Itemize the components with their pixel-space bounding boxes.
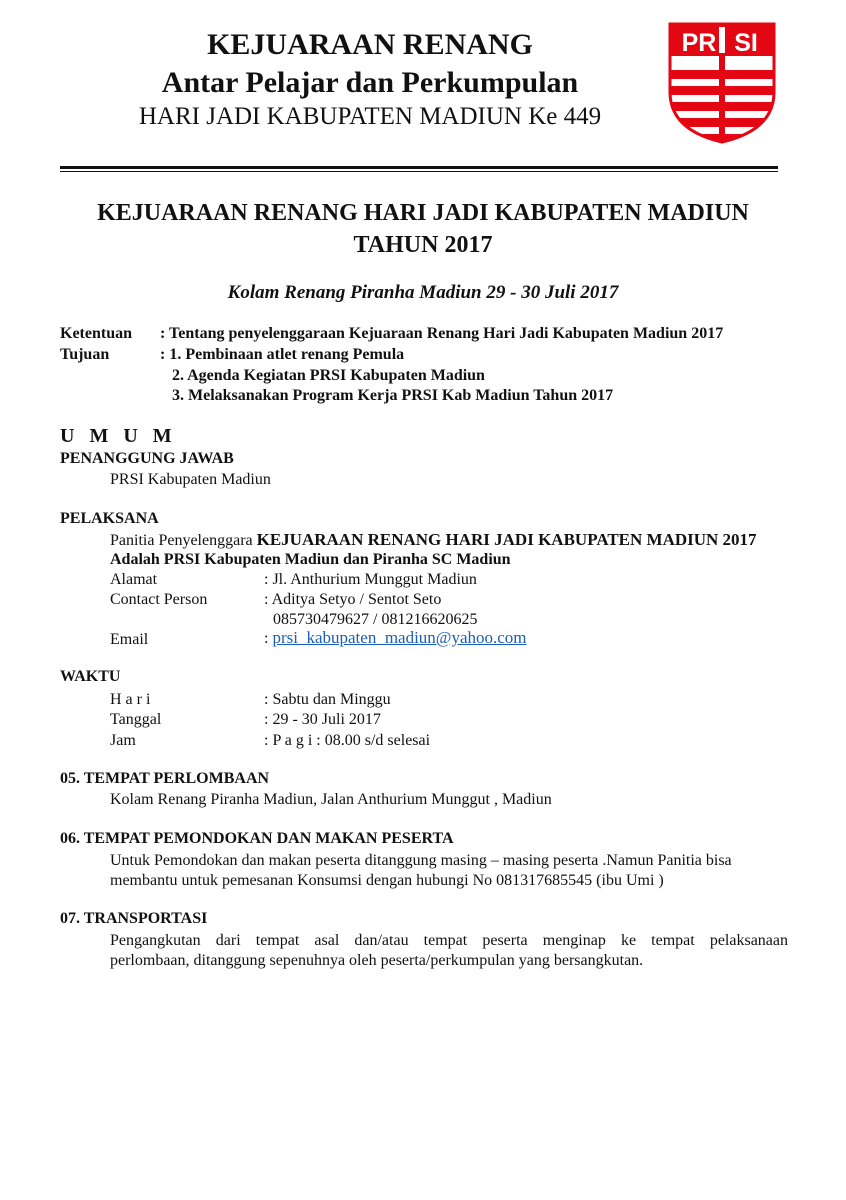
contact-phone: 085730479627 / 081216620625 xyxy=(273,611,478,628)
tujuan-item-2: 2. Agenda Kegiatan PRSI Kabupaten Madiun xyxy=(172,367,485,384)
tujuan-item-1: : 1. Pembinaan atlet renang Pemula xyxy=(160,346,405,363)
logo-text-left: PR xyxy=(681,29,717,57)
main-title-line-1: KEJUARAAN RENANG HARI JADI KABUPATEN MADIUN xyxy=(97,200,749,226)
transportasi-line-1: Pengangkutan dari tempat asal dan/atau tempat peserta menginap ke tempat pelaksanaan xyxy=(110,932,788,949)
penanggung-jawab-heading: PENANGGUNG JAWAB xyxy=(60,450,234,467)
tanggal-value: : 29 - 30 Juli 2017 xyxy=(264,711,381,728)
header-line-1: KEJUARAAN RENANG xyxy=(207,28,533,61)
header-line-2: Antar Pelajar dan Perkumpulan xyxy=(161,66,579,99)
header-rule-thick xyxy=(60,166,778,169)
tujuan-item-3: 3. Melaksanakan Program Kerja PRSI Kab Madiun Tahun 2017 xyxy=(172,387,614,404)
alamat-value: : Jl. Anthurium Munggut Madiun xyxy=(264,571,477,588)
pemondokan-line-1: Untuk Pemondokan dan makan peserta ditanggung masing – masing peserta .Namun Panitia bisa xyxy=(110,852,732,869)
email-line xyxy=(264,628,527,649)
transportasi-heading: 07. TRANSPORTASI xyxy=(60,910,208,927)
panitia-prefix: Panitia Penyelenggara xyxy=(110,532,257,549)
header-line-3: HARI JADI KABUPATEN MADIUN Ke 449 xyxy=(138,103,602,130)
panitia-event-name: KEJUARAAN RENANG HARI JADI KABUPATEN MADIUN 2017 xyxy=(256,530,757,549)
alamat-label: Alamat xyxy=(110,571,158,588)
transportasi-line-2: perlombaan, ditanggung sepenuhnya oleh peserta/perkumpulan yang bersangkutan. xyxy=(110,952,644,969)
jam-label: Jam xyxy=(110,732,136,749)
tanggal-label: Tanggal xyxy=(110,711,162,728)
email-colon: : xyxy=(264,630,273,647)
jam-value: : P a g i : 08.00 s/d selesai xyxy=(264,732,431,749)
pemondokan-heading: 06. TEMPAT PEMONDOKAN DAN MAKAN PESERTA xyxy=(60,830,454,847)
ketentuan-label: Ketentuan xyxy=(60,325,132,342)
pelaksana-heading: PELAKSANA xyxy=(60,510,159,527)
main-title-line-2: TAHUN 2017 xyxy=(353,232,493,258)
panitia-line xyxy=(110,530,757,551)
tempat-perlombaan-heading: 05. TEMPAT PERLOMBAAN xyxy=(60,770,270,787)
contact-label: Contact Person xyxy=(110,591,208,608)
prsi-logo xyxy=(668,22,776,144)
panitia-adalah: Adalah PRSI Kabupaten Madiun dan Piranha SC Madiun xyxy=(110,551,511,568)
pemondokan-line-2: membantu untuk pemesanan Konsumsi dengan hubungi No 081317685545 (ibu Umi ) xyxy=(110,872,664,889)
tujuan-label: Tujuan xyxy=(60,346,110,363)
logo-text-right: SI xyxy=(734,29,758,57)
tempat-perlombaan-text: Kolam Renang Piranha Madiun, Jalan Anthurium Munggut , Madiun xyxy=(110,791,552,808)
umum-heading: U M U M xyxy=(60,425,177,447)
venue-date: Kolam Renang Piranha Madiun 29 - 30 Juli 2017 xyxy=(227,282,619,303)
waktu-heading: WAKTU xyxy=(60,668,121,685)
hari-label: H a r i xyxy=(110,691,151,708)
contact-value: : Aditya Setyo / Sentot Seto xyxy=(264,591,442,608)
hari-value: : Sabtu dan Minggu xyxy=(264,691,391,708)
ketentuan-value: : Tentang penyelenggaraan Kejuaraan Renang Hari Jadi Kabupaten Madiun 2017 xyxy=(160,325,724,342)
penanggung-jawab-value: PRSI Kabupaten Madiun xyxy=(110,471,271,488)
header-rule-thin xyxy=(60,171,778,172)
email-link[interactable]: prsi_kabupaten_madiun@yahoo.com xyxy=(272,628,527,647)
email-label: Email xyxy=(110,631,149,648)
